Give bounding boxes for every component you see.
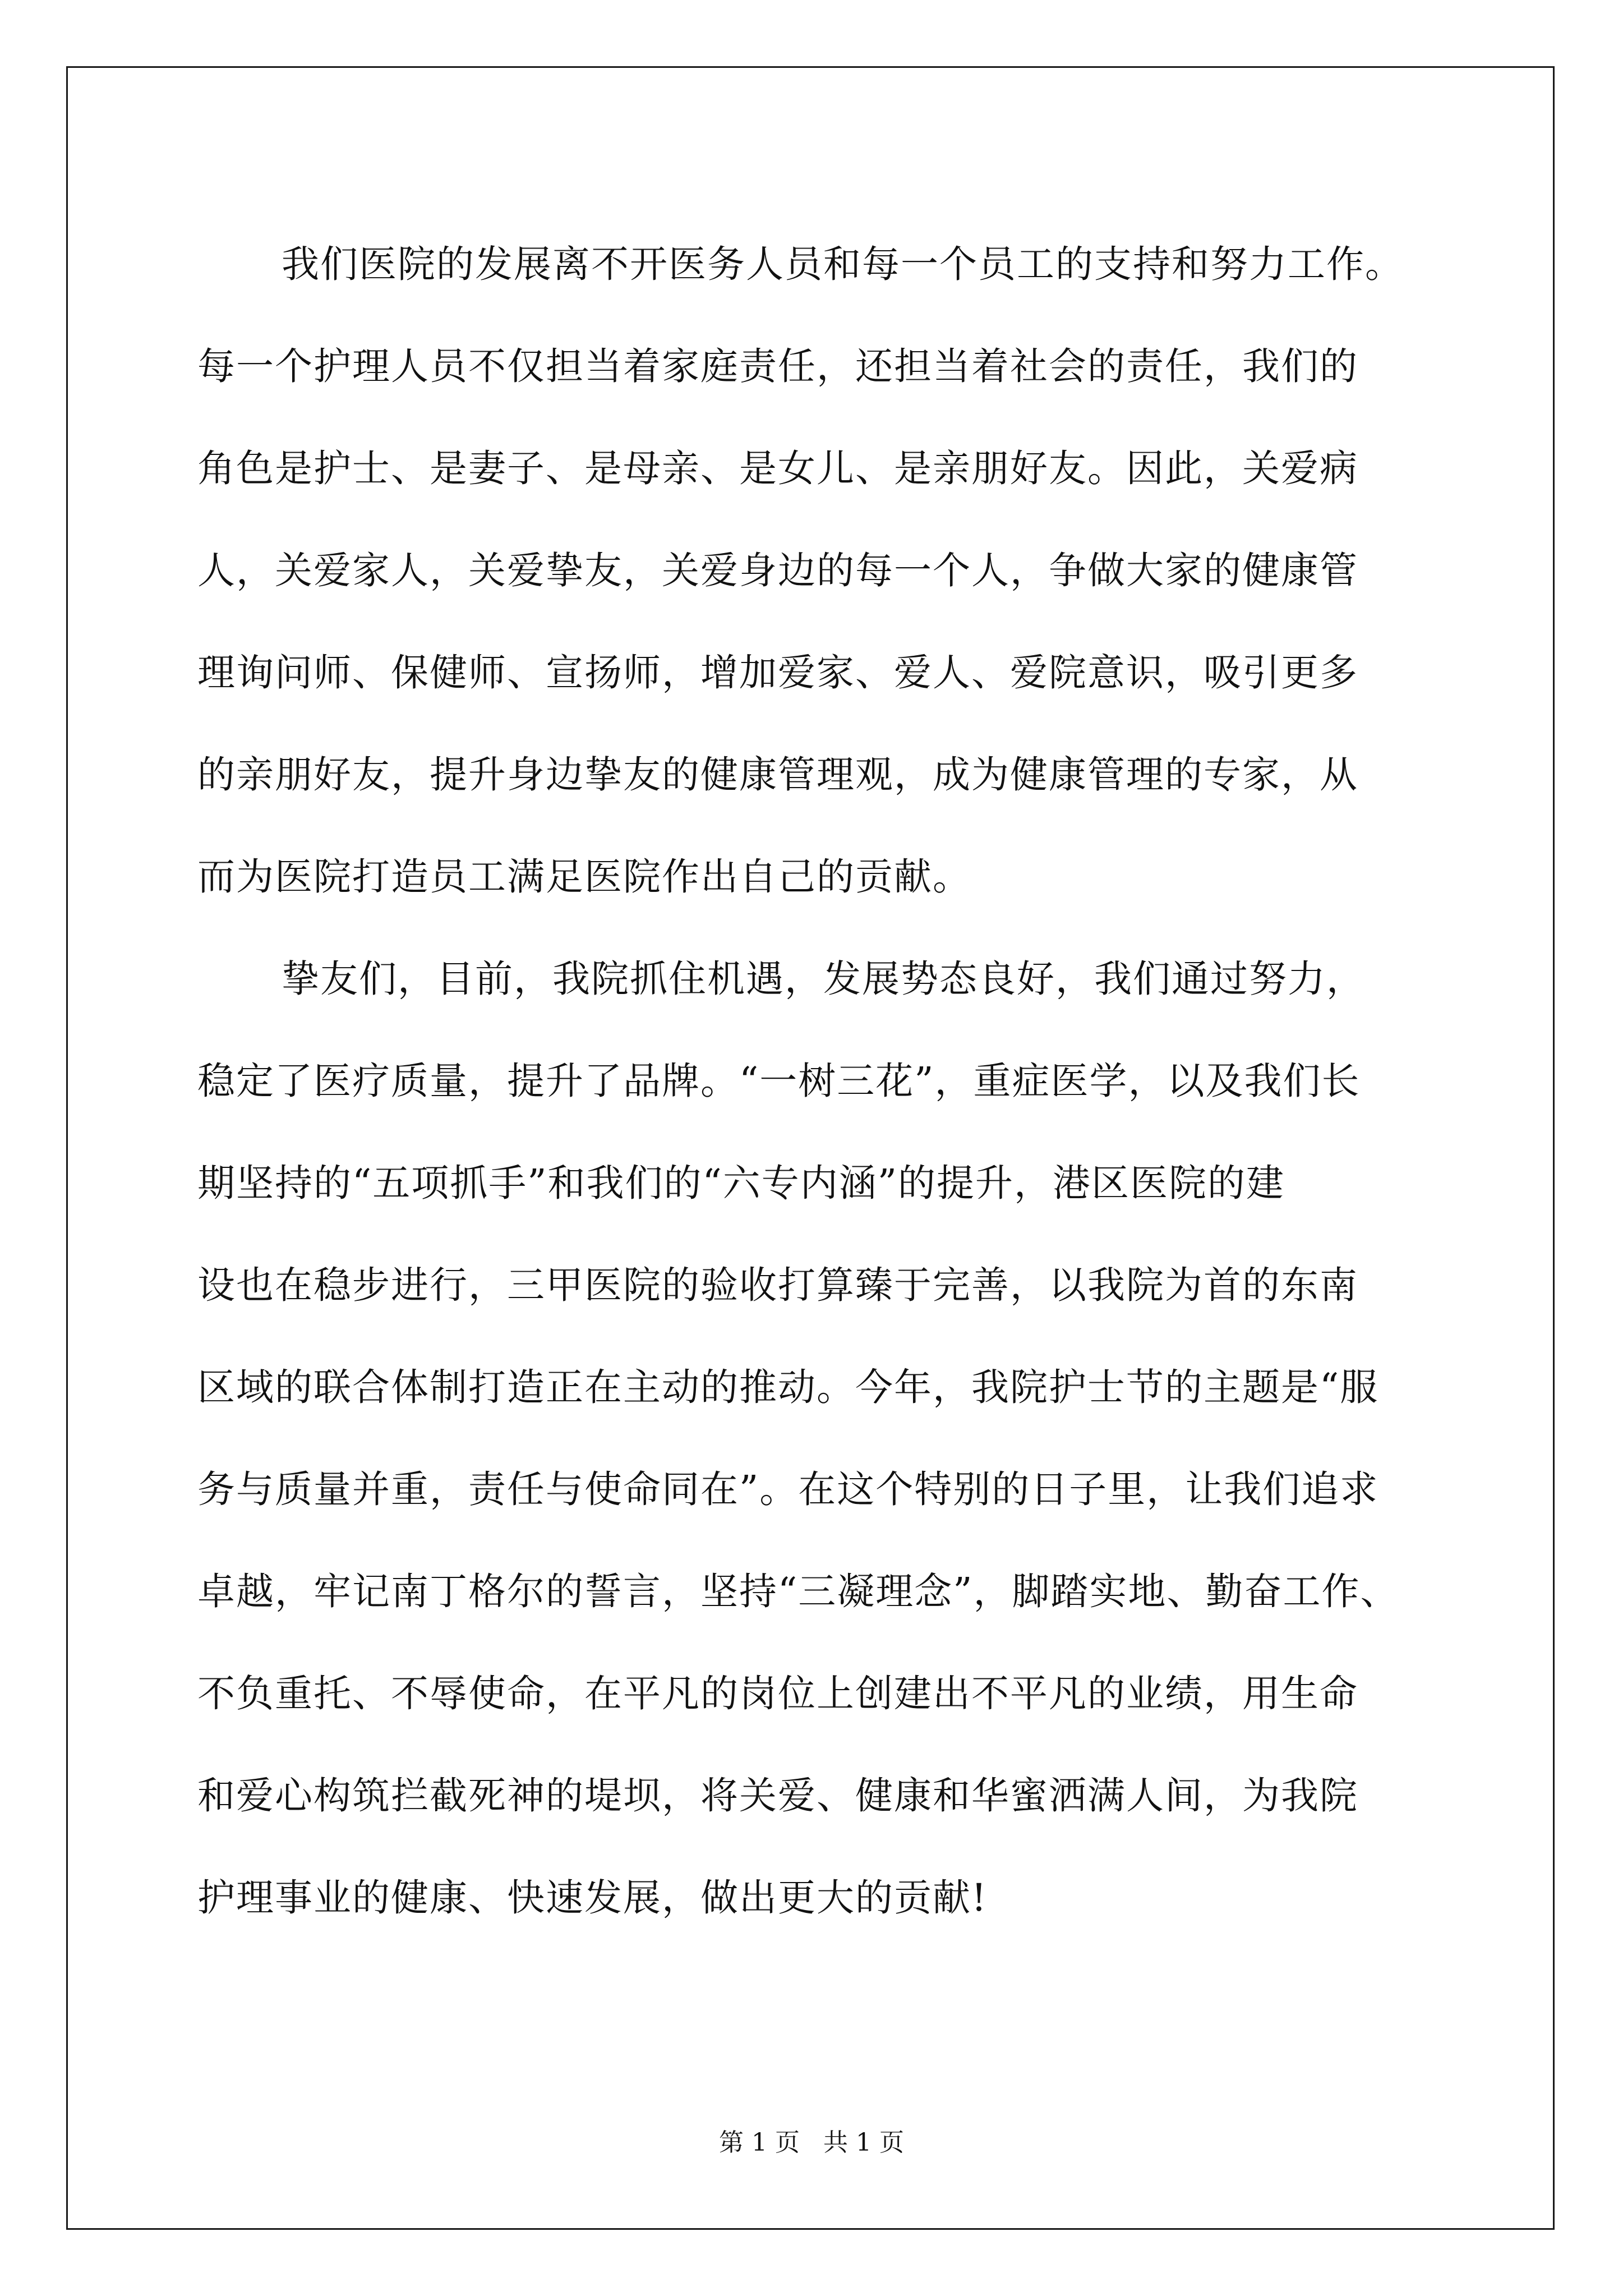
paragraph-2-line-6: 务与质量并重，责任与使命同在”。在这个特别的日子里，让我们追求 <box>197 1467 1379 1511</box>
paragraph-1-line-1: 我们医院的发展离不开医务人员和每一个员工的支持和努力工作。 <box>282 242 1404 286</box>
paragraph-1-line-6: 的亲朋好友，提升身边挚友的健康管理观，成为健康管理的专家，从 <box>197 753 1358 797</box>
paragraph-1-line-5: 理询问师、保健师、宣扬师，增加爱家、爱人、爱院意识，吸引更多 <box>197 651 1358 694</box>
paragraph-2-line-8: 不负重托、不辱使命，在平凡的岗位上创建出不平凡的业绩，用生命 <box>197 1672 1358 1715</box>
paragraph-2-line-10: 护理事业的健康、快速发展，做出更大的贡献! <box>197 1876 988 1920</box>
paragraph-1-line-7: 而为医院打造员工满足医院作出自己的贡献。 <box>197 855 971 899</box>
paragraph-1-line-3: 角色是护士、是妻子、是母亲、是女儿、是亲朋好友。因此，关爱病 <box>197 447 1358 490</box>
paragraph-2-line-3: 期坚持的“五项抓手”和我们的“六专内涵”的提升，港区医院的建 <box>197 1161 1285 1205</box>
paragraph-1-line-4: 人，关爱家人，关爱挚友，关爱身边的每一个人，争做大家的健康管 <box>197 549 1358 592</box>
document-body <box>197 213 1448 1949</box>
paragraph-2-line-7: 卓越，牢记南丁格尔的誓言，坚持“三凝理念”，脚踏实地、勤奋工作、 <box>197 1570 1399 1613</box>
paragraph-1-line-2: 每一个护理人员不仅担当着家庭责任，还担当着社会的责任，我们的 <box>197 344 1358 388</box>
paragraph-2-line-5: 区域的联合体制打造正在主动的推动。今年，我院护士节的主题是“服 <box>197 1365 1379 1409</box>
paragraph-2-line-1: 挚友们，目前，我院抓住机遇，发展势态良好，我们通过努力， <box>282 957 1365 1001</box>
paragraph-2-line-2: 稳定了医疗质量，提升了品牌。“一树三花”，重症医学，以及我们长 <box>197 1059 1361 1103</box>
paragraph-2-line-9: 和爱心构筑拦截死神的堤坝，将关爱、健康和华蜜洒满人间，为我院 <box>197 1774 1358 1818</box>
page-number-footer: 第 1 页 共 1 页 <box>719 2128 904 2157</box>
paragraph-2-line-4: 设也在稳步进行，三甲医院的验收打算臻于完善，以我院为首的东南 <box>197 1263 1358 1307</box>
